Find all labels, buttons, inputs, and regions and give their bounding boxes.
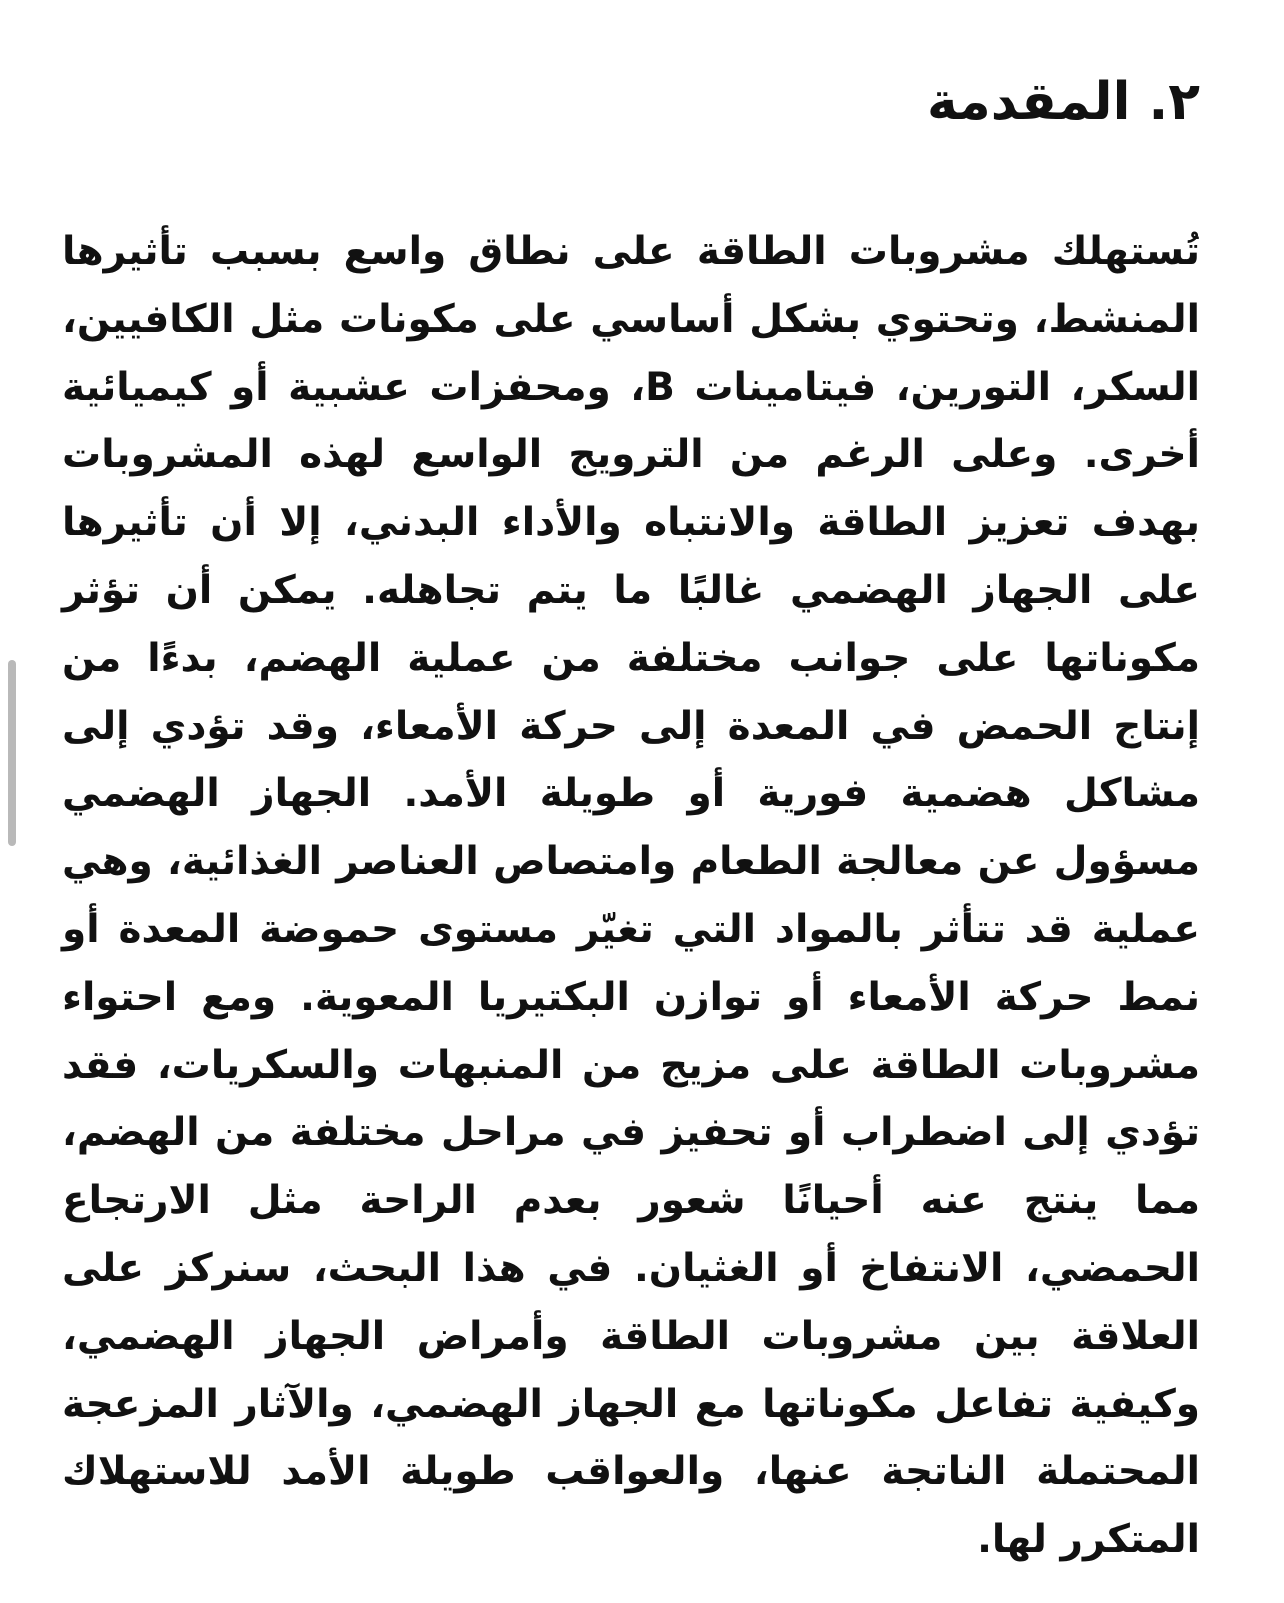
section-heading: ٢. المقدمة xyxy=(926,72,1200,132)
vertical-scrollbar[interactable] xyxy=(8,660,16,846)
introduction-paragraph: تُستهلك مشروبات الطاقة على نطاق واسع بسبب تأثيرها المنشط، وتحتوي بشكل أساسي على مكونات مثل الكافيين، السكر، التورين، فيتامينات B، ومحفزات عشبية أو كيميائية أخرى. وعلى الرغم من الترويج الواسع لهذه المشروبات بهدف تعزيز الطاقة والانتباه والأداء البدني، إلا أن تأثيرها على الجهاز الهضمي غالبًا ما يتم تجاهله. يمكن أن تؤثر مكوناتها على جوانب مختلفة من عملية الهضم، بدءًا من إنتاج الحمض في المعدة إلى حركة الأمعاء، وقد تؤدي إلى مشاكل هضمية فورية أو طويلة الأمد. الجهاز الهضمي مسؤول عن معالجة الطعام وامتصاص العناصر الغذائية، وهي عملية قد تتأثر بالمواد التي تغيّر مستوى حموضة المعدة أو نمط حركة الأمعاء أو توازن البكتيريا المعوية. ومع احتواء مشروبات الطاقة على مزيج من المنبهات والسكريات، فقد تؤدي إلى اضطراب أو تحفيز في مراحل مختلفة من الهضم، مما ينتج عنه أحيانًا شعور بعدم الراحة مثل الارتجاع الحمضي، الانتفاخ أو الغثيان. في هذا البحث، سنركز على العلاقة بين مشروبات الطاقة وأمراض الجهاز الهضمي، وكيفية تفاعل مكوناتها مع الجهاز الهضمي، والآثار المزعجة المحتملة الناتجة عنها، والعواقب طويلة الأمد للاستهلاك المتكرر لها. xyxy=(62,229,1200,1563)
